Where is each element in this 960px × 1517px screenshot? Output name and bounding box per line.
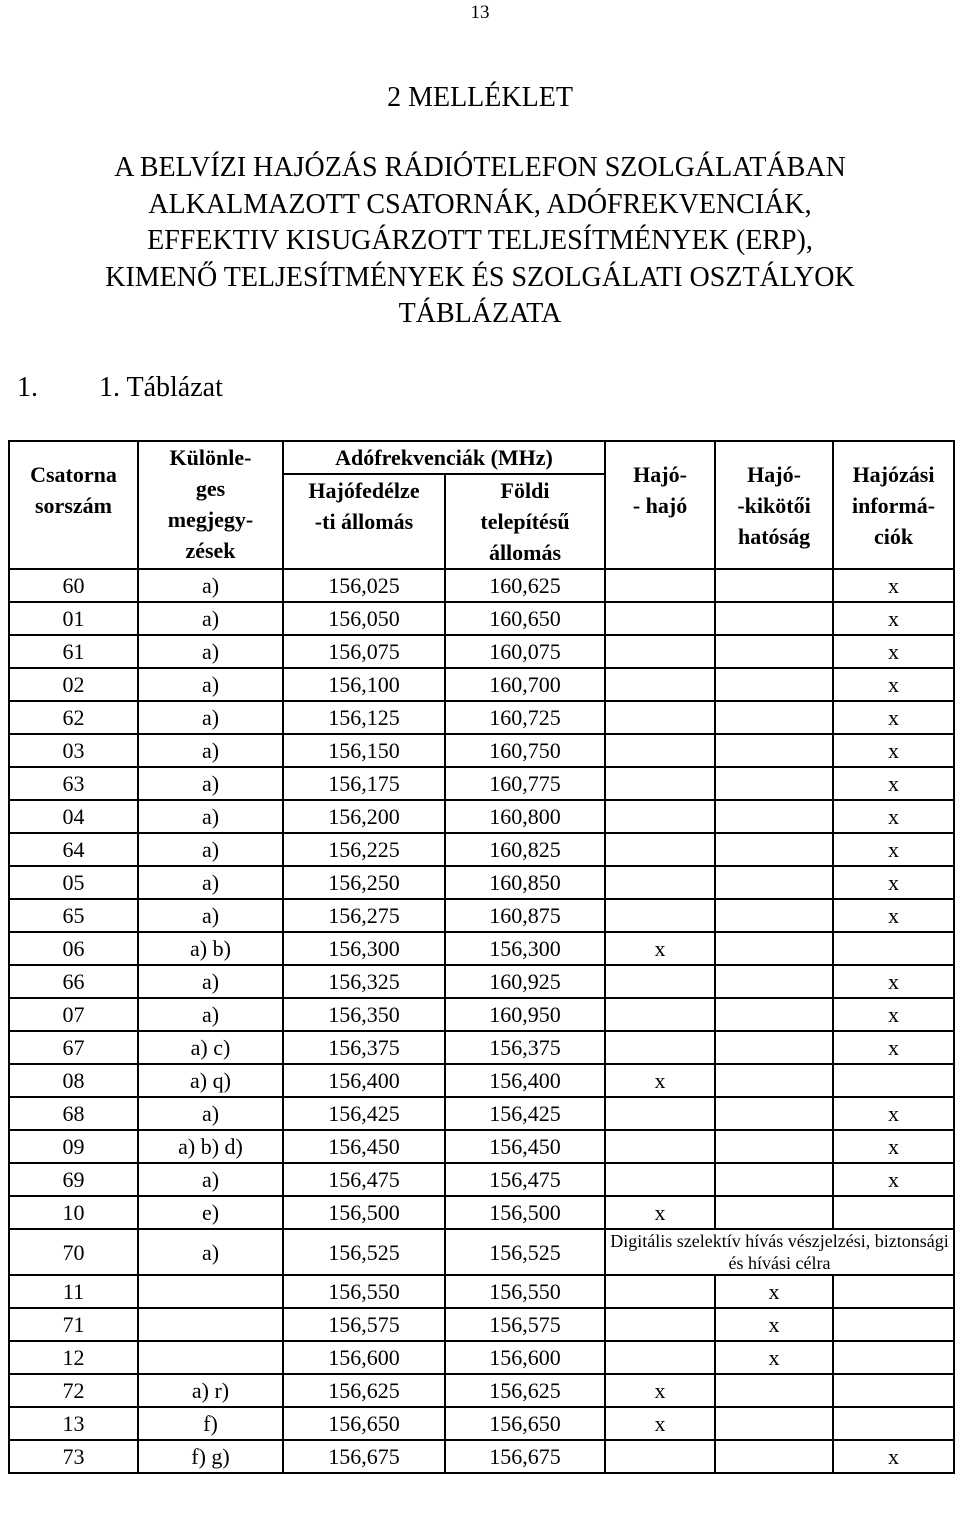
nav-info-mark — [833, 932, 954, 965]
channel-number: 67 — [9, 1031, 138, 1064]
channel-note: a) — [138, 734, 283, 767]
land-frequency: 160,850 — [445, 866, 605, 899]
nav-info-mark: x — [833, 569, 954, 602]
title-line: A BELVÍZI HAJÓZÁS RÁDIÓTELEFON SZOLGÁLATÁBAN — [114, 152, 846, 183]
land-frequency: 156,600 — [445, 1341, 605, 1374]
table-row — [9, 932, 954, 965]
nav-info-mark: x — [833, 734, 954, 767]
port-mark — [715, 1196, 833, 1229]
table-row — [9, 1374, 954, 1407]
title-line: KIMENŐ TELJESÍTMÉNYEK ÉS SZOLGÁLATI OSZTÁLYOK — [105, 261, 855, 293]
channel-number: 10 — [9, 1196, 138, 1229]
table-row — [9, 965, 954, 998]
channel-note: a) — [138, 668, 283, 701]
channel-note: a) — [138, 899, 283, 932]
table-row — [9, 833, 954, 866]
ship-ship-mark: x — [605, 1374, 715, 1407]
land-frequency: 156,650 — [445, 1407, 605, 1440]
title-line: EFFEKTIV KISUGÁRZOTT TELJESÍTMÉNYEK (ERP), — [147, 225, 813, 256]
ship-ship-mark: x — [605, 1407, 715, 1440]
nav-info-mark: x — [833, 1031, 954, 1064]
ship-frequency: 156,575 — [283, 1308, 445, 1341]
channel-note: a) — [138, 965, 283, 998]
channel-note: a) — [138, 833, 283, 866]
nav-info-mark — [833, 1341, 954, 1374]
table-row — [9, 701, 954, 734]
table-row — [9, 1440, 954, 1473]
land-frequency: 160,075 — [445, 635, 605, 668]
ship-frequency: 156,425 — [283, 1097, 445, 1130]
table-row — [9, 998, 954, 1031]
page-number: 13 — [470, 2, 490, 23]
ship-frequency: 156,050 — [283, 602, 445, 635]
land-frequency: 160,800 — [445, 800, 605, 833]
channel-number: 63 — [9, 767, 138, 800]
channel-note: a) — [138, 1229, 283, 1275]
port-mark — [715, 800, 833, 833]
nav-info-mark — [833, 1275, 954, 1308]
port-mark — [715, 1163, 833, 1196]
port-mark — [715, 1440, 833, 1473]
channel-note: a) — [138, 998, 283, 1031]
ship-ship-mark — [605, 767, 715, 800]
ship-frequency: 156,350 — [283, 998, 445, 1031]
ship-frequency: 156,600 — [283, 1341, 445, 1374]
table-row — [9, 1130, 954, 1163]
port-mark: x — [715, 1308, 833, 1341]
ship-ship-mark: x — [605, 932, 715, 965]
channel-note: a) — [138, 602, 283, 635]
nav-info-mark: x — [833, 899, 954, 932]
title-line: ALKALMAZOTT CSATORNÁK, ADÓFREKVENCIÁK, — [148, 188, 812, 220]
channel-note: e) — [138, 1196, 283, 1229]
channel-note: a) — [138, 1163, 283, 1196]
land-frequency: 160,775 — [445, 767, 605, 800]
ship-frequency: 156,075 — [283, 635, 445, 668]
land-frequency: 156,300 — [445, 932, 605, 965]
land-frequency: 156,475 — [445, 1163, 605, 1196]
channel-number: 07 — [9, 998, 138, 1031]
ship-ship-mark — [605, 1031, 715, 1064]
ship-ship-mark: x — [605, 1064, 715, 1097]
port-mark — [715, 833, 833, 866]
channel-number: 61 — [9, 635, 138, 668]
channel-note: a) q) — [138, 1064, 283, 1097]
nav-info-mark: x — [833, 866, 954, 899]
table-row — [9, 734, 954, 767]
channel-note: a) c) — [138, 1031, 283, 1064]
channel-number: 69 — [9, 1163, 138, 1196]
port-mark — [715, 1130, 833, 1163]
ship-ship-mark — [605, 899, 715, 932]
channel-number: 70 — [9, 1229, 138, 1275]
ship-frequency: 156,400 — [283, 1064, 445, 1097]
ship-frequency: 156,450 — [283, 1130, 445, 1163]
port-mark — [715, 701, 833, 734]
port-mark — [715, 965, 833, 998]
channel-note: f) g) — [138, 1440, 283, 1473]
land-frequency: 160,700 — [445, 668, 605, 701]
port-mark — [715, 899, 833, 932]
land-frequency: 156,425 — [445, 1097, 605, 1130]
port-mark — [715, 635, 833, 668]
land-frequency: 156,550 — [445, 1275, 605, 1308]
table-row — [9, 1308, 954, 1341]
nav-info-mark: x — [833, 833, 954, 866]
nav-info-mark: x — [833, 668, 954, 701]
land-frequency: 160,650 — [445, 602, 605, 635]
table-row — [9, 1341, 954, 1374]
ship-frequency: 156,275 — [283, 899, 445, 932]
port-mark — [715, 998, 833, 1031]
port-mark — [715, 1407, 833, 1440]
channel-table — [8, 440, 955, 1474]
port-mark — [715, 767, 833, 800]
table-row — [9, 602, 954, 635]
ship-ship-mark — [605, 1097, 715, 1130]
land-frequency: 160,625 — [445, 569, 605, 602]
channel-note — [138, 1341, 283, 1374]
channel-number: 71 — [9, 1308, 138, 1341]
ship-ship-mark — [605, 569, 715, 602]
header-nav-info: Hajózási informá- ciók — [833, 441, 954, 569]
caption-text: 1. Táblázat — [99, 372, 223, 403]
caption-number: 1. — [17, 372, 38, 403]
land-frequency: 160,750 — [445, 734, 605, 767]
port-mark — [715, 1064, 833, 1097]
header-channel: Csatorna sorszám — [9, 441, 138, 569]
ship-ship-mark — [605, 635, 715, 668]
table-row — [9, 866, 954, 899]
channel-note: a) b) d) — [138, 1130, 283, 1163]
ship-frequency: 156,150 — [283, 734, 445, 767]
ship-frequency: 156,525 — [283, 1229, 445, 1275]
document-title — [0, 150, 960, 333]
land-frequency: 156,675 — [445, 1440, 605, 1473]
land-frequency: 160,925 — [445, 965, 605, 998]
table-body — [9, 569, 954, 1473]
channel-number: 73 — [9, 1440, 138, 1473]
channel-note: a) — [138, 569, 283, 602]
channel-number: 65 — [9, 899, 138, 932]
nav-info-mark: x — [833, 701, 954, 734]
channel-number: 03 — [9, 734, 138, 767]
ship-frequency: 156,200 — [283, 800, 445, 833]
ship-ship-mark — [605, 1130, 715, 1163]
ship-frequency: 156,100 — [283, 668, 445, 701]
ship-frequency: 156,025 — [283, 569, 445, 602]
ship-ship-mark — [605, 602, 715, 635]
port-mark — [715, 1031, 833, 1064]
land-frequency: 160,875 — [445, 899, 605, 932]
port-mark — [715, 866, 833, 899]
channel-number: 04 — [9, 800, 138, 833]
port-mark — [715, 668, 833, 701]
ship-ship-mark — [605, 833, 715, 866]
land-frequency: 160,825 — [445, 833, 605, 866]
ship-ship-mark — [605, 1163, 715, 1196]
table-row — [9, 1407, 954, 1440]
table-row — [9, 569, 954, 602]
ship-ship-mark: x — [605, 1196, 715, 1229]
land-frequency: 156,500 — [445, 1196, 605, 1229]
port-mark — [715, 1097, 833, 1130]
land-frequency: 156,400 — [445, 1064, 605, 1097]
ship-frequency: 156,125 — [283, 701, 445, 734]
land-frequency: 156,625 — [445, 1374, 605, 1407]
channel-number: 01 — [9, 602, 138, 635]
ship-frequency: 156,325 — [283, 965, 445, 998]
nav-info-mark: x — [833, 1130, 954, 1163]
table-row — [9, 1163, 954, 1196]
channel-number: 72 — [9, 1374, 138, 1407]
nav-info-mark: x — [833, 1097, 954, 1130]
table-row — [9, 635, 954, 668]
ship-frequency: 156,675 — [283, 1440, 445, 1473]
channel-note: a) — [138, 701, 283, 734]
port-mark — [715, 932, 833, 965]
ship-frequency: 156,175 — [283, 767, 445, 800]
header-notes: Különle- ges megjegy- zések — [138, 441, 283, 569]
table-row — [9, 1097, 954, 1130]
table-row — [9, 1031, 954, 1064]
channel-note: a) — [138, 635, 283, 668]
port-mark — [715, 569, 833, 602]
channel-number: 64 — [9, 833, 138, 866]
header-ship-ship: Hajó- - hajó — [605, 441, 715, 569]
ship-ship-mark — [605, 668, 715, 701]
table-row — [9, 767, 954, 800]
port-mark — [715, 1374, 833, 1407]
ship-ship-mark — [605, 998, 715, 1031]
table-row — [9, 1275, 954, 1308]
land-frequency: 156,575 — [445, 1308, 605, 1341]
table-row — [9, 899, 954, 932]
ship-frequency: 156,550 — [283, 1275, 445, 1308]
table-row — [9, 668, 954, 701]
nav-info-mark: x — [833, 800, 954, 833]
channel-number: 11 — [9, 1275, 138, 1308]
channel-note: a) r) — [138, 1374, 283, 1407]
channel-note: a) b) — [138, 932, 283, 965]
land-frequency: 156,525 — [445, 1229, 605, 1275]
table-row — [9, 800, 954, 833]
header-land-station: Földi telepítésű állomás — [445, 474, 605, 569]
ship-ship-mark — [605, 1440, 715, 1473]
channel-note — [138, 1308, 283, 1341]
channel-number: 08 — [9, 1064, 138, 1097]
channel-note: a) — [138, 866, 283, 899]
ship-ship-mark — [605, 701, 715, 734]
nav-info-mark: x — [833, 602, 954, 635]
table-row — [9, 1229, 954, 1275]
channel-note: a) — [138, 767, 283, 800]
ship-frequency: 156,625 — [283, 1374, 445, 1407]
channel-number: 05 — [9, 866, 138, 899]
port-mark: x — [715, 1341, 833, 1374]
table-row — [9, 1196, 954, 1229]
ship-frequency: 156,225 — [283, 833, 445, 866]
port-mark — [715, 734, 833, 767]
header-port-authority: Hajó- -kikötői hatóság — [715, 441, 833, 569]
ship-frequency: 156,375 — [283, 1031, 445, 1064]
annex-title: 2 MELLÉKLET — [387, 82, 573, 113]
nav-info-mark — [833, 1064, 954, 1097]
ship-ship-mark — [605, 1275, 715, 1308]
channel-note: a) — [138, 1097, 283, 1130]
land-frequency: 156,450 — [445, 1130, 605, 1163]
nav-info-mark: x — [833, 1163, 954, 1196]
table-row — [9, 1064, 954, 1097]
ship-ship-mark — [605, 1341, 715, 1374]
dsc-note: Digitális szelektív hívás vészjelzési, biztonsági és hívási célra — [605, 1229, 954, 1275]
ship-ship-mark — [605, 866, 715, 899]
channel-number: 68 — [9, 1097, 138, 1130]
nav-info-mark — [833, 1374, 954, 1407]
table-caption — [17, 372, 223, 404]
title-line: TÁBLÁZATA — [398, 298, 562, 329]
header-ship-station: Hajófedélze -ti állomás — [283, 474, 445, 569]
nav-info-mark — [833, 1407, 954, 1440]
nav-info-mark — [833, 1308, 954, 1341]
channel-number: 06 — [9, 932, 138, 965]
ship-frequency: 156,500 — [283, 1196, 445, 1229]
nav-info-mark — [833, 1196, 954, 1229]
channel-number: 02 — [9, 668, 138, 701]
channel-number: 60 — [9, 569, 138, 602]
nav-info-mark: x — [833, 998, 954, 1031]
port-mark — [715, 602, 833, 635]
nav-info-mark: x — [833, 1440, 954, 1473]
channel-number: 13 — [9, 1407, 138, 1440]
channel-number: 12 — [9, 1341, 138, 1374]
channel-number: 09 — [9, 1130, 138, 1163]
channel-number: 62 — [9, 701, 138, 734]
ship-frequency: 156,250 — [283, 866, 445, 899]
ship-ship-mark — [605, 734, 715, 767]
channel-note: a) — [138, 800, 283, 833]
land-frequency: 160,725 — [445, 701, 605, 734]
ship-ship-mark — [605, 965, 715, 998]
nav-info-mark: x — [833, 965, 954, 998]
channel-number: 66 — [9, 965, 138, 998]
ship-frequency: 156,475 — [283, 1163, 445, 1196]
channel-note: f) — [138, 1407, 283, 1440]
land-frequency: 156,375 — [445, 1031, 605, 1064]
ship-ship-mark — [605, 1308, 715, 1341]
ship-frequency: 156,650 — [283, 1407, 445, 1440]
channel-note — [138, 1275, 283, 1308]
port-mark: x — [715, 1275, 833, 1308]
nav-info-mark: x — [833, 767, 954, 800]
ship-ship-mark — [605, 800, 715, 833]
land-frequency: 160,950 — [445, 998, 605, 1031]
nav-info-mark: x — [833, 635, 954, 668]
ship-frequency: 156,300 — [283, 932, 445, 965]
header-frequencies: Adófrekvenciák (MHz) — [283, 441, 605, 474]
